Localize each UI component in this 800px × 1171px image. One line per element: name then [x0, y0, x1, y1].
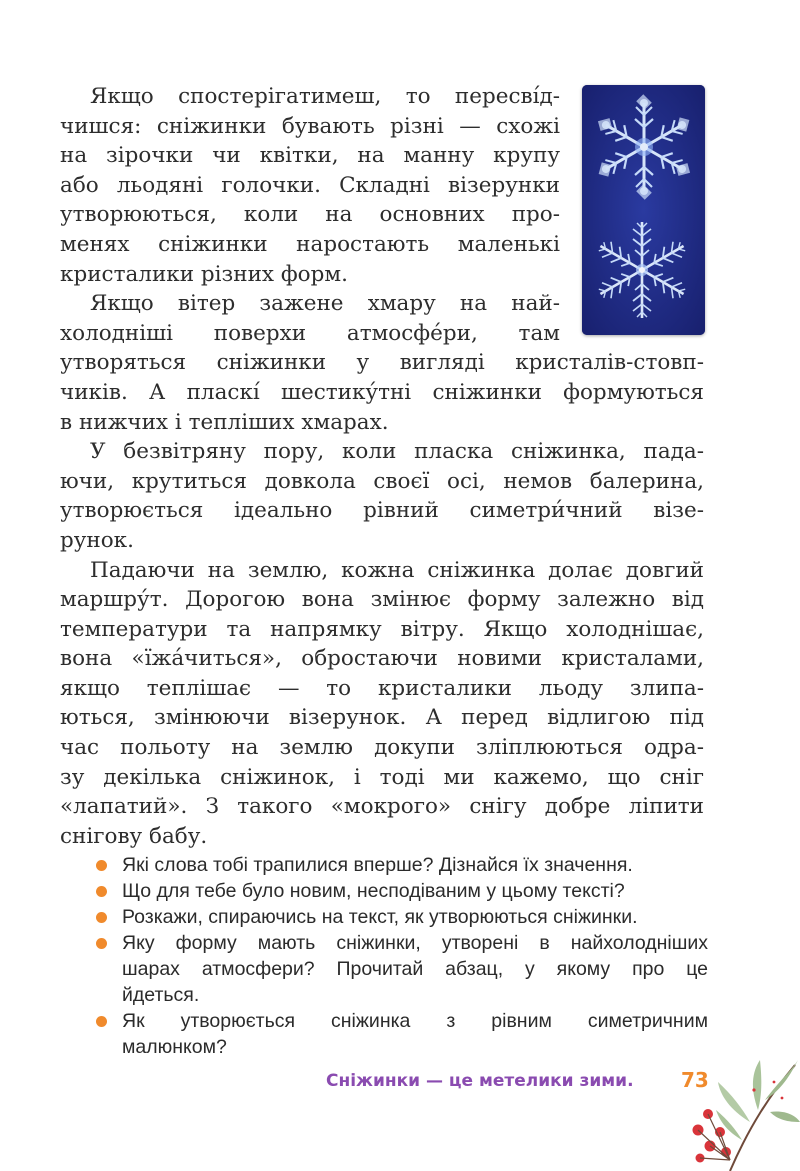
text-line: на зірочки чи квітки, на манну крупу [60, 143, 560, 169]
question-item [96, 904, 708, 930]
question-item [96, 930, 708, 1008]
berry-branch-icon [670, 1050, 800, 1171]
snowflake-photo [582, 85, 705, 335]
bullet-dot-icon [96, 860, 107, 871]
text-line: час польоту на землю докупи зліплюються одра- [60, 735, 704, 761]
text-line: снігову бабу. [60, 823, 208, 849]
text-line: Падаючи на землю, кожна сніжинка долає довгий [90, 557, 704, 583]
text-line: чиків. А пласкі́ шестику́тні сніжинки формуються [60, 379, 704, 405]
question-text: Розкажи, спираючись на текст, як утворюються сніжинки. [122, 906, 638, 928]
text-line: чишся: сніжинки бувають різні — схожі [60, 113, 560, 139]
question-text: малюнком? [122, 1036, 227, 1058]
text-line: холодніші поверхи атмосфе́ри, там [60, 320, 560, 346]
text-line: температури та напрямку вітру. Якщо холоднішає, [60, 616, 704, 642]
text-line: зу декілька сніжинок, і тоді ми кажемо, що сніг [60, 764, 704, 790]
question-text: шарах атмосфери? Прочитай абзац, у якому про це [122, 958, 708, 980]
text-line: Якщо вітер зажене хмару на най- [90, 291, 560, 317]
text-line: ються, змінюючи візерунок. А перед відлигою під [60, 705, 704, 731]
question-list [96, 852, 708, 1060]
question-text: Які слова тобі трапилися вперше? Дізнайся їх значення. [122, 854, 633, 876]
snowflake-icon [582, 85, 705, 335]
text-line: ючи, крутиться довкола своєї осі, немов балерина, [60, 468, 704, 494]
bullet-dot-icon [96, 938, 107, 949]
text-line: Якщо спостерігатимеш, то пересві́д- [90, 84, 560, 109]
text-line: в нижчих і тепліших хмарах. [60, 409, 389, 435]
bullet-dot-icon [96, 1016, 107, 1027]
text-line: утворюється ідеально рівний симетри́чний візе- [60, 498, 704, 524]
text-line: або льодяні голочки. Складні візерунки [60, 172, 560, 198]
bullet-dot-icon [96, 886, 107, 897]
footer-caption: Сніжинки — це метелики зими. [326, 1071, 634, 1091]
question-text: Яку форму мають сніжинки, утворені в найхолодніших [122, 932, 708, 954]
page-number: 73 [681, 1068, 709, 1092]
text-line: утворяться сніжинки у вигляді кристалів-стовп- [60, 350, 704, 376]
text-line: вона «їжа́читься», обростаючи новими кристалами, [60, 646, 704, 672]
text-line: рунок. [60, 527, 134, 553]
bullet-dot-icon [96, 912, 107, 923]
text-line: У безвітряну пору, коли пласка сніжинка, пада- [90, 439, 704, 465]
question-item [96, 878, 708, 904]
question-text: йдеться. [122, 984, 200, 1006]
text-line: утворюються, коли на основних про- [60, 202, 560, 228]
question-item [96, 852, 708, 878]
text-line: «лапатий». З такого «мокрого» снігу добре ліпити [60, 794, 704, 820]
question-text: Що для тебе було новим, несподіваним у цьому тексті? [122, 880, 625, 902]
text-line: якщо теплішає — то кристалики льоду злипа- [60, 675, 704, 701]
text-line: кристалики різних форм. [60, 261, 348, 287]
text-line: менях сніжинки наростають маленькі [60, 231, 560, 257]
question-text: Як утворюється сніжинка з рівним симетричним [122, 1010, 708, 1032]
text-line: маршру́т. Дорогою вона змінює форму залежно від [60, 587, 704, 613]
question-item [96, 1008, 708, 1060]
